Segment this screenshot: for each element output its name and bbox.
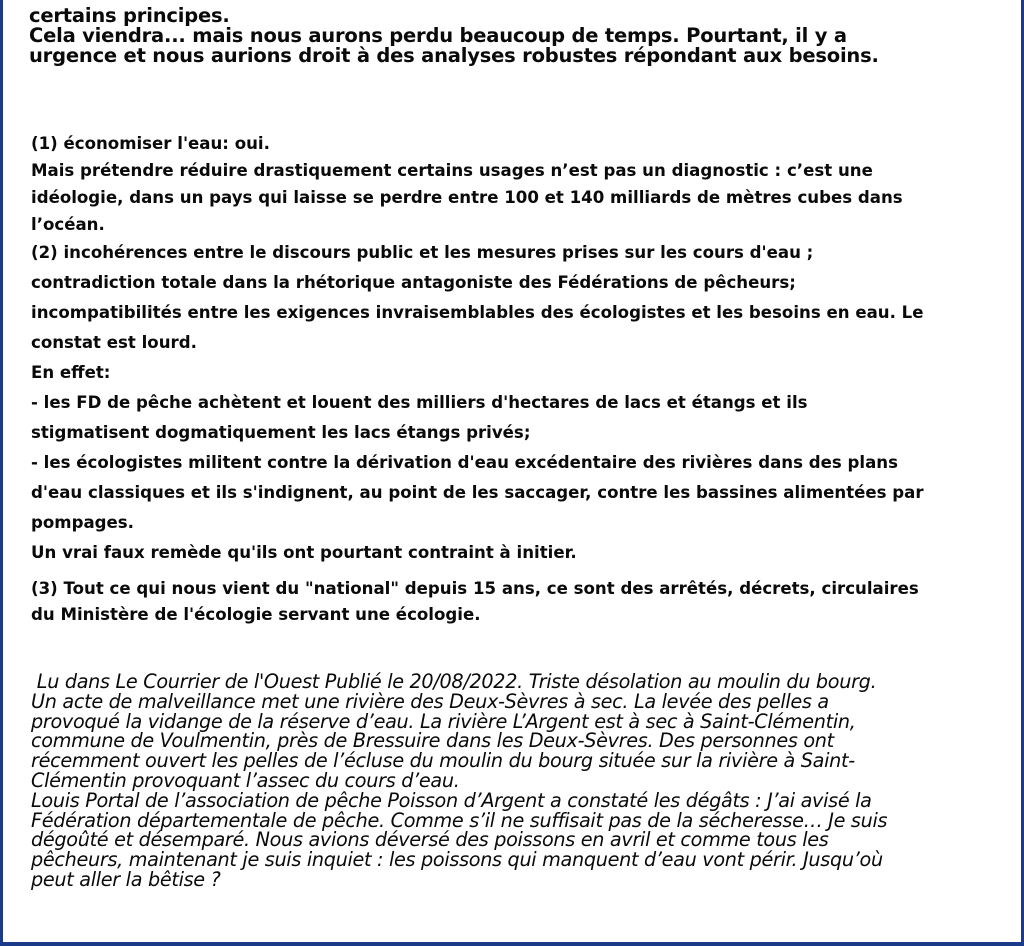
- text-line: constat est lourd.: [31, 333, 197, 352]
- text-line: l’océan.: [31, 215, 105, 234]
- text-line: idéologie, dans un pays qui laisse se perdre entre 100 et 140 milliards de mètres cubes dans: [31, 188, 903, 207]
- arguments-section: [31, 130, 1011, 628]
- quote-line: peut aller la bêtise ?: [31, 867, 221, 891]
- text-line: d'eau classiques et ils s'indignent, au point de les saccager, contre les bassines alimentées par: [31, 483, 924, 502]
- text-line: urgence et nous aurions droit à des analyses robustes répondant aux besoins.: [29, 44, 879, 67]
- text-line: - les écologistes militent contre la dérivation d'eau excédentaire des rivières dans des plans: [31, 453, 898, 472]
- text-line: pompages.: [31, 513, 134, 532]
- text-line: Un vrai faux remède qu'ils ont pourtant contraint à initier.: [31, 543, 577, 562]
- text-line: incompatibilités entre les exigences invraisemblables des écologistes et les besoins en eau. Le: [31, 303, 924, 322]
- section-3-heading: (3) Tout ce qui nous vient du "national" depuis 15 ans, ce sont des arrêtés, décrets, circulaires: [31, 579, 919, 598]
- text-line: contradiction totale dans la rhétorique antagoniste des Fédérations de pêcheurs;: [31, 273, 796, 292]
- text-line: Cela viendra... mais nous aurons perdu beaucoup de temps. Pourtant, il y a: [29, 24, 847, 47]
- text-line: - les FD de pêche achètent et louent des milliers d'hectares de lacs et étangs et ils: [31, 393, 808, 412]
- quote-line: Fédération départementale de pêche. Comme s’il ne suffisait pas de la sécheresse… Je suis: [31, 808, 888, 832]
- quote-line: Clémentin provoquant l’assec du cours d’eau.: [31, 768, 460, 792]
- text-line: Mais prétendre réduire drastiquement certains usages n’est pas un diagnostic : c’est une: [31, 161, 873, 180]
- newspaper-quote: [31, 672, 1006, 890]
- text-line: En effet:: [31, 363, 111, 382]
- quote-line: récemment ouvert les pelles de l’écluse du moulin du bourg située sur la rivière à Saint-: [31, 749, 855, 773]
- quote-line: dégoûté et désemparé. Nous avions déversé des poissons en avril et comme tous les: [31, 828, 829, 852]
- section-2-heading: (2) incohérences entre le discours public et les mesures prises sur les cours d'eau ;: [31, 243, 814, 262]
- quote-line: Lu dans Le Courrier de l'Ouest Publié le 20/08/2022. Triste désolation au moulin du bourg.: [31, 670, 877, 693]
- text-line: certains principes.: [29, 4, 230, 27]
- quote-line: provoqué la vidange de la réserve d’eau. La rivière L’Argent est à sec à Saint-Clémentin,: [31, 709, 856, 733]
- intro-paragraph: [29, 6, 1009, 66]
- quote-line: pêcheurs, maintenant je suis inquiet : les poissons qui manquent d’eau vont périr. Jusqu’où: [31, 848, 883, 872]
- section-1-heading: (1) économiser l'eau: oui.: [31, 134, 270, 153]
- quote-line: Louis Portal de l’association de pêche Poisson d’Argent a constaté les dégâts : J’ai avisé la: [31, 788, 872, 812]
- text-line: du Ministère de l'écologie servant une écologie.: [31, 605, 481, 624]
- quote-line: commune de Voulmentin, près de Bressuire dans les Deux-Sèvres. Des personnes ont: [31, 729, 834, 753]
- quote-line: Un acte de malveillance met une rivière des Deux-Sèvres à sec. La levée des pelles a: [31, 689, 829, 713]
- text-line: stigmatisent dogmatiquement les lacs étangs privés;: [31, 423, 531, 442]
